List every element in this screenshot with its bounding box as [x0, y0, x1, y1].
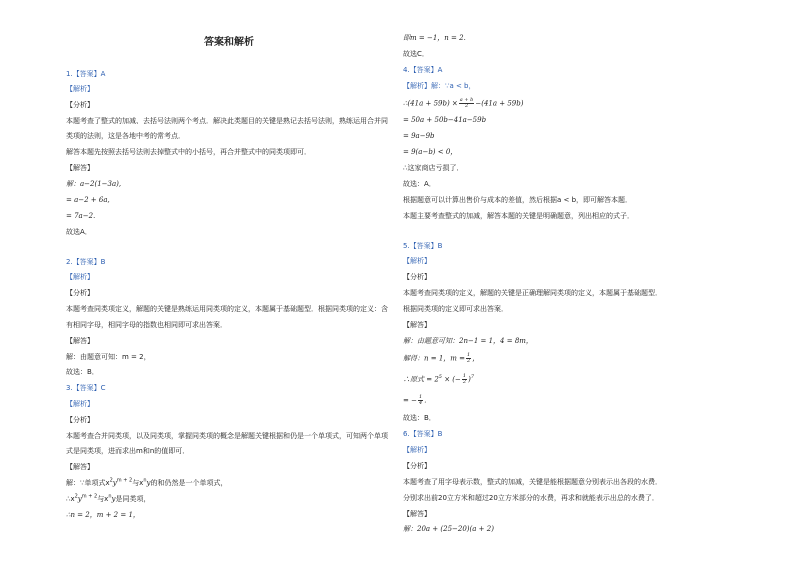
q5-fenxi-heading: 【分析】 — [403, 273, 431, 281]
q6-jiexi-heading: 【解析】 — [403, 446, 431, 454]
q2-analysis-line: 本题考查同类项定义，解题的关键是熟练运用同类项的定义，本题属于基础题型．根据同类项的定义：含 — [66, 305, 388, 313]
q1-fenxi-heading: 【分析】 — [66, 101, 94, 109]
q4-answer: 4.【答案】A — [403, 66, 443, 74]
q3-analysis-line: 式是同类项，进而求出m和n的值即可． — [66, 447, 190, 455]
q1-solution-line: 解：a−2(1−3a), — [66, 180, 122, 188]
q4-note-line: 本题主要考查整式的加减，解答本题的关键是明确题意，列出相应的式子． — [403, 212, 634, 220]
q5-fraction: $\frac{1}{4}$ — [418, 394, 423, 406]
q5-analysis-line: 根据同类项的定义即可求出答案． — [403, 305, 508, 313]
q5-solution-line: ∴原式 = $2^5$ × (− $\frac{1}{2}$ )$^7$ — [403, 373, 474, 385]
q4-solution-line: ∴这家商店亏损了． — [403, 164, 464, 172]
q4-fraction: $\frac{a + b}{2}$ — [459, 97, 474, 109]
q1-analysis-line: 解答本题先按照去括号法则去掉整式中的小括号，再合并整式中的同类项即可． — [66, 148, 311, 156]
q2-jieda-heading: 【解答】 — [66, 337, 94, 345]
q5-solution-line: = − $\frac{1}{4}$ ． — [403, 394, 432, 406]
q4-solution-line: ∴(41a + 59b) × $\frac{a + b}{2}$ −(41a + 59b) — [403, 97, 524, 109]
q6-analysis-line: 分别求出前20立方米和超过20立方米部分的水费，再求和就能表示出总的水费了． — [403, 494, 659, 502]
q1-answer: 1.【答案】A — [66, 70, 106, 78]
q2-fenxi-heading: 【分析】 — [66, 289, 94, 297]
q6-fenxi-heading: 【分析】 — [403, 462, 431, 470]
q6-answer: 6.【答案】B — [403, 430, 443, 438]
q5-solution-line: 解得：n = 1，m = $\frac{1}{2}$ ， — [403, 352, 480, 364]
q3-analysis-line: 本题考查合并同类项，以及同类项，掌握同类项的概念是解题关键根据和仍是一个单项式，可知两个单项 — [66, 432, 388, 440]
q2-jiexi-heading: 【解析】 — [66, 273, 94, 281]
q2-conclusion: 故选：B． — [66, 368, 99, 376]
q6-jieda-heading: 【解答】 — [403, 510, 431, 518]
q1-jiexi-heading: 【解析】 — [66, 85, 94, 93]
q3-solution-line: ∴n = 2，m + 2 = 1， — [66, 511, 140, 519]
q4-jiexi-solution: 【解析】解：∵a < b， — [403, 82, 476, 90]
q4-solution-line: = 9a−9b — [403, 132, 435, 140]
page-title: 答案和解析 — [204, 37, 254, 48]
q3-fenxi-heading: 【分析】 — [66, 416, 94, 424]
q3-jieda-heading: 【解答】 — [66, 463, 94, 471]
q3-answer: 3.【答案】C — [66, 384, 106, 392]
q2-analysis-line: 有相同字母，相同字母的指数也相同即可求出答案． — [66, 321, 227, 329]
q3-solution-line: $\therefore x^2y^{m + 2}$与$x^ny$是同类项， — [66, 493, 151, 503]
q5-fraction: $\frac{1}{2}$ — [462, 373, 467, 385]
q4-solution-line: = 50a + 50b−41a−59b — [403, 116, 487, 124]
q3-jiexi-heading: 【解析】 — [66, 400, 94, 408]
q4-conclusion: 故选：A． — [403, 180, 436, 188]
q2-answer: 2.【答案】B — [66, 258, 106, 266]
q1-jieda-heading: 【解答】 — [66, 164, 94, 172]
q5-answer: 5.【答案】B — [403, 242, 443, 250]
q3-solution-line: 即m = −1，n = 2． — [403, 34, 471, 42]
q5-jieda-heading: 【解答】 — [403, 321, 431, 329]
q5-solution-line: 解：由题意可知：2n−1 = 1，4 = 8m， — [403, 337, 533, 345]
q6-analysis-line: 本题考查了用字母表示数，整式的加减，关键是能根据题意分别表示出各段的水费． — [403, 478, 662, 486]
q5-jiexi-heading: 【解析】 — [403, 257, 431, 265]
q4-solution-line: = 9(a−b) < 0， — [403, 148, 458, 156]
q4-note-line: 根据题意可以计算出售价与成本的差值，然后根据a < b，即可解答本题． — [403, 196, 633, 204]
q1-solution-line: = a−2 + 6a, — [66, 196, 110, 204]
q1-analysis-line: 类项的法则，这是各地中考的常考点． — [66, 132, 185, 140]
q2-solution-line: 解：由题意可知：m = 2， — [66, 353, 151, 361]
q3-conclusion: 故选C． — [403, 50, 429, 58]
q5-analysis-line: 本题考查同类项的定义，解题的关键是正确理解同类项的定义，本题属于基础题型． — [403, 289, 662, 297]
q1-solution-line: = 7a−2． — [66, 212, 101, 220]
q3-solution-line: 解：∵单项式$x^2y^{m + 2}$与$x^ny$的和仍然是一个单项式， — [66, 477, 228, 487]
q5-conclusion: 故选：B． — [403, 414, 436, 422]
q1-analysis-line: 本题考查了整式的加减、去括号法则两个考点．解决此类题目的关键是熟记去括号法则，熟练运用合并同 — [66, 117, 388, 125]
q5-fraction: $\frac{1}{2}$ — [467, 352, 471, 364]
q6-solution-line: 解：20a + (25−20)(a + 2) — [403, 525, 494, 533]
q1-conclusion: 故选A． — [66, 228, 92, 236]
